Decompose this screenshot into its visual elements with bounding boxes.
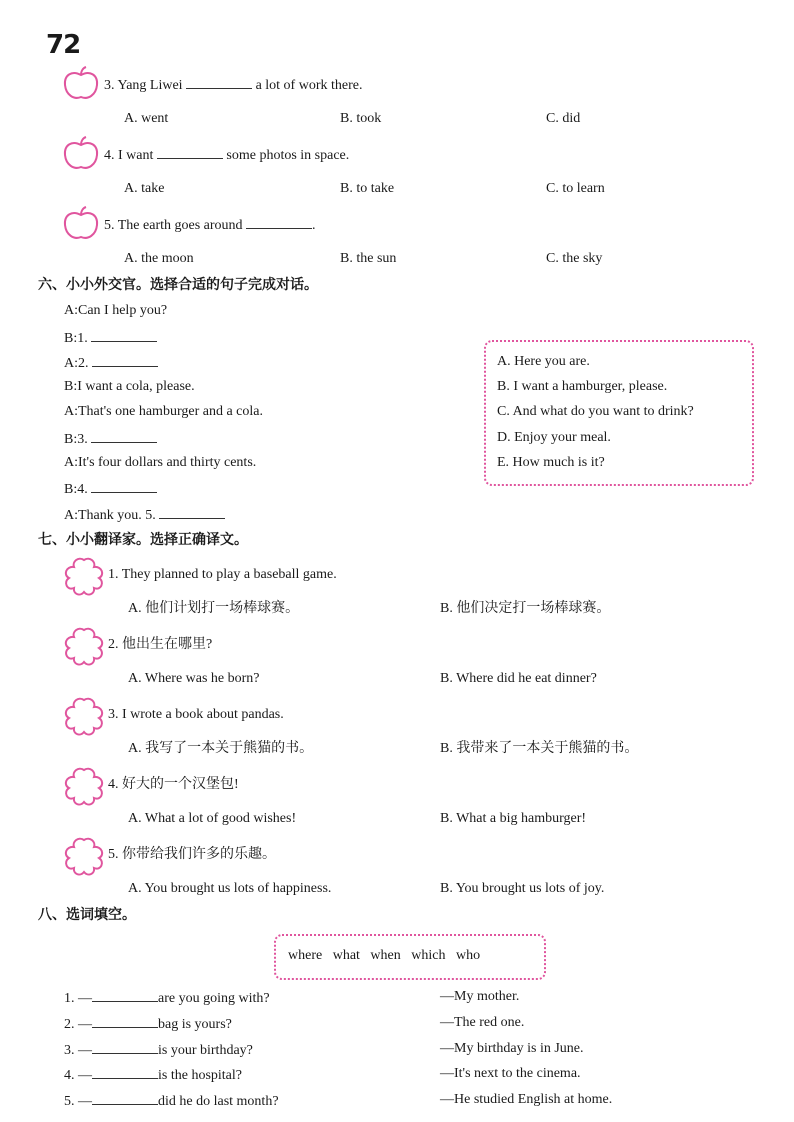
translation-question: 5. 你带给我们许多的乐趣。 [108,847,276,862]
speaker: A: [64,455,78,470]
item-number: 5. — [64,1094,92,1109]
word-which: which [411,948,446,963]
item-number: 4. — [64,1068,92,1083]
item-number: 3. — [64,1043,92,1058]
translation-question: 2. 他出生在哪里? [108,637,213,652]
option-a[interactable]: A. 他们计划打一场棒球赛。 [128,601,300,616]
item-question: is the hospital? [158,1068,242,1083]
item-answer: —He studied English at home. [440,1092,613,1107]
item-answer: —My birthday is in June. [440,1041,584,1056]
speaker: B: [64,331,78,346]
option-b[interactable]: B. You brought us lots of joy. [440,881,605,896]
flower-icon [62,766,106,806]
answer-blank[interactable] [92,353,158,367]
option-b[interactable]: B. 他们决定打一场棒球赛。 [440,601,611,616]
question-text-after: a lot of work there. [255,78,363,93]
answer-blank[interactable] [91,479,157,493]
dialogue-line [64,429,157,449]
answer-blank[interactable] [246,215,312,229]
dialogue-line [64,353,158,373]
word-when: when [370,948,401,963]
choice-b: B. I want a hamburger, please. [497,379,668,394]
option-b[interactable]: B. the sun [340,251,397,266]
translation-question: 1. They planned to play a baseball game. [108,567,337,582]
section-8-title: 八、选词填空。 [38,907,136,923]
line-text: It's four dollars and thirty cents. [78,455,257,470]
option-b[interactable]: B. What a big hamburger! [440,811,587,826]
line-text: 3. [77,432,88,447]
option-b[interactable]: B. Where did he eat dinner? [440,671,597,686]
option-c[interactable]: C. did [546,111,581,126]
translation-question: 3. I wrote a book about pandas. [108,707,284,722]
apple-icon [62,136,100,172]
line-text: I want a cola, please. [77,379,195,394]
flower-icon [62,626,106,666]
answer-blank[interactable] [91,328,157,342]
speaker: B: [64,432,78,447]
question-number: 3. [104,78,115,93]
item-answer: —It's next to the cinema. [440,1066,581,1081]
item-number: 2. — [64,1017,92,1032]
option-a[interactable]: A. Where was he born? [128,671,260,686]
speaker: A: [64,508,78,523]
question-text-after: some photos in space. [226,148,350,163]
section-6-title: 六、小小外交官。选择合适的句子完成对话。 [38,277,318,293]
option-a[interactable]: A. 我写了一本关于熊猫的书。 [128,741,314,756]
answer-blank[interactable] [92,1014,158,1028]
choice-a: A. Here you are. [497,354,590,369]
line-text: 2. [78,356,89,371]
apple-icon [62,206,100,242]
dialogue-line [64,378,195,396]
question-text-after: . [312,218,316,233]
line-text: That's one hamburger and a cola. [78,404,263,419]
answer-blank[interactable] [92,1091,158,1105]
answer-blank[interactable] [91,429,157,443]
option-b[interactable]: B. to take [340,181,395,196]
option-a[interactable]: A. went [124,111,169,126]
option-a[interactable]: A. take [124,181,165,196]
dialogue-line [64,403,263,421]
option-c[interactable]: C. the sky [546,251,603,266]
speaker: A: [64,356,78,371]
speaker: B: [64,379,78,394]
answer-blank[interactable] [159,505,225,519]
word-who: who [455,948,481,963]
item-question: bag is yours? [158,1017,232,1032]
option-b[interactable]: B. took [340,111,382,126]
answer-blank[interactable] [92,1040,158,1054]
choice-d: D. Enjoy your meal. [497,430,611,445]
choice-c: C. And what do you want to drink? [497,404,694,419]
option-b[interactable]: B. 我带来了一本关于熊猫的书。 [440,741,639,756]
item-answer: —My mother. [440,989,520,1004]
section-7-title: 七、小小翻译家。选择正确译文。 [38,532,248,548]
item-number: 1. — [64,991,92,1006]
line-text: 4. [77,482,88,497]
dialogue-line [64,302,167,320]
speaker: A: [64,303,78,318]
translation-question: 4. 好大的一个汉堡包! [108,777,239,792]
dialogue-line [64,328,157,348]
word-where: where [288,948,323,963]
line-text: Can I help you? [78,303,168,318]
item-question: is your birthday? [158,1043,253,1058]
question-number: 4. [104,148,115,163]
speaker: A: [64,404,78,419]
word-what: what [332,948,360,963]
apple-icon [62,66,100,102]
page-number: 72 [46,30,81,60]
choice-e: E. How much is it? [497,455,605,470]
answer-blank[interactable] [157,145,223,159]
flower-icon [62,696,106,736]
option-a[interactable]: A. You brought us lots of happiness. [128,881,332,896]
option-a[interactable]: A. What a lot of good wishes! [128,811,297,826]
speaker: B: [64,482,78,497]
answer-blank[interactable] [186,75,252,89]
item-answer: —The red one. [440,1015,525,1030]
line-text: 1. [77,331,88,346]
option-c[interactable]: C. to learn [546,181,605,196]
flower-icon [62,556,106,596]
question-text-before: The earth goes around [117,218,243,233]
word-bank [288,947,480,965]
question-text-before: Yang Liwei [117,78,183,93]
dialogue-line [64,454,256,472]
line-text: Thank you. 5. [78,508,156,523]
dialogue-line [64,479,157,499]
dialogue-line [64,505,225,525]
flower-icon [62,836,106,876]
question-text-before: I want [118,148,154,163]
answer-blank[interactable] [92,1065,158,1079]
item-question: did he do last month? [158,1094,279,1109]
item-question: are you going with? [158,991,270,1006]
option-a[interactable]: A. the moon [124,251,194,266]
question-number: 5. [104,218,115,233]
answer-blank[interactable] [92,988,158,1002]
